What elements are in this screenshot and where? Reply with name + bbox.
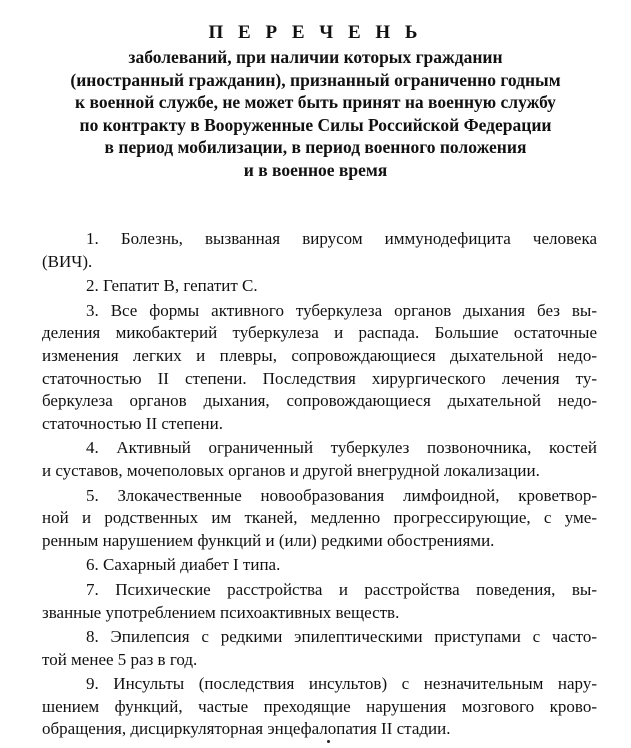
list-item-9 (42, 673, 597, 741)
list-item-line: (ВИЧ). (42, 251, 93, 271)
list-item-7 (42, 579, 597, 624)
list-item-line: и суставов, мочеполовых органов и другой внегрудной локализации. (42, 460, 540, 480)
list-item-line: 2. Гепатит В, гепатит С. (86, 276, 258, 296)
list-item-line: 3. Все формы активного туберкулеза органов дыхания без вы- (86, 300, 597, 320)
list-item-2 (42, 275, 597, 298)
list-item-line: 5. Злокачественные новообразования лимфоидной, кроветвор- (86, 485, 597, 505)
list-item-line: 7. Психические расстройства и расстройства поведения, вы- (86, 579, 597, 599)
list-item-line: 1. Болезнь, вызванная вирусом иммунодефицита человека (86, 229, 597, 248)
list-item-line: 9. Инсульты (последствия инсультов) с незначительным нару- (86, 674, 597, 694)
subtitle-line: заболеваний, при наличии которых гражданин (128, 47, 503, 67)
list-item-line: шением функций, частые преходящие нарушения мозгового крово- (42, 696, 597, 716)
list-item-3 (42, 300, 597, 436)
subtitle-line: к военной службе, не может быть принят на военную службу (75, 92, 556, 112)
list-item-line: той менее 5 раз в год. (42, 649, 198, 669)
list-item-line: деления микобактерий туберкулеза и распада. Большие остаточные (42, 323, 597, 343)
list-item-line: ной и родственных им тканей, медленно прогрессирующие, с уме- (42, 508, 597, 528)
list-item-line: ренным нарушением функций и (или) редкими обострениями. (42, 530, 495, 550)
list-item-line: изменения легких и плевры, сопровождающиеся дыхательной недо- (42, 345, 597, 365)
subtitle-line: (иностранный гражданин), признанный ограниченно годным (70, 69, 561, 90)
list-item-line: 6. Сахарный диабет I типа. (86, 555, 281, 575)
disease-list (42, 228, 597, 743)
document-subtitle (40, 46, 591, 181)
document-title: П Е Р Е Ч Е Н Ь (208, 22, 423, 43)
subtitle-line: в период мобилизации, в период военного положения (104, 137, 527, 157)
list-item-8 (42, 626, 597, 671)
list-item-line: обращения, дисциркуляторная энцефалопатия II стадии. (42, 719, 451, 739)
list-item-5 (42, 485, 597, 553)
document-heading (40, 22, 591, 181)
list-item-line: статочностью II степени. Последствия хирургического лечения ту- (42, 368, 597, 388)
list-item-line: 4. Активный ограниченный туберкулез позвоночника, костей (86, 438, 597, 458)
list-item-line: званные употреблением психоактивных веществ. (42, 602, 400, 622)
subtitle-line: по контракту в Вооруженные Силы Российской Федерации (79, 114, 552, 135)
scan-speck (327, 740, 330, 743)
list-item-line: 8. Эпилепсия с редкими эпилептическими приступами с часто- (86, 627, 597, 647)
list-item-1 (42, 228, 597, 273)
list-item-line: статочностью II степени. (42, 413, 223, 433)
subtitle-line: и в военное время (243, 159, 388, 180)
list-item-line: беркулеза органов дыхания, сопровождающиеся дыхательной недо- (42, 391, 597, 411)
list-item-4 (42, 437, 597, 482)
list-item-6 (42, 554, 597, 577)
